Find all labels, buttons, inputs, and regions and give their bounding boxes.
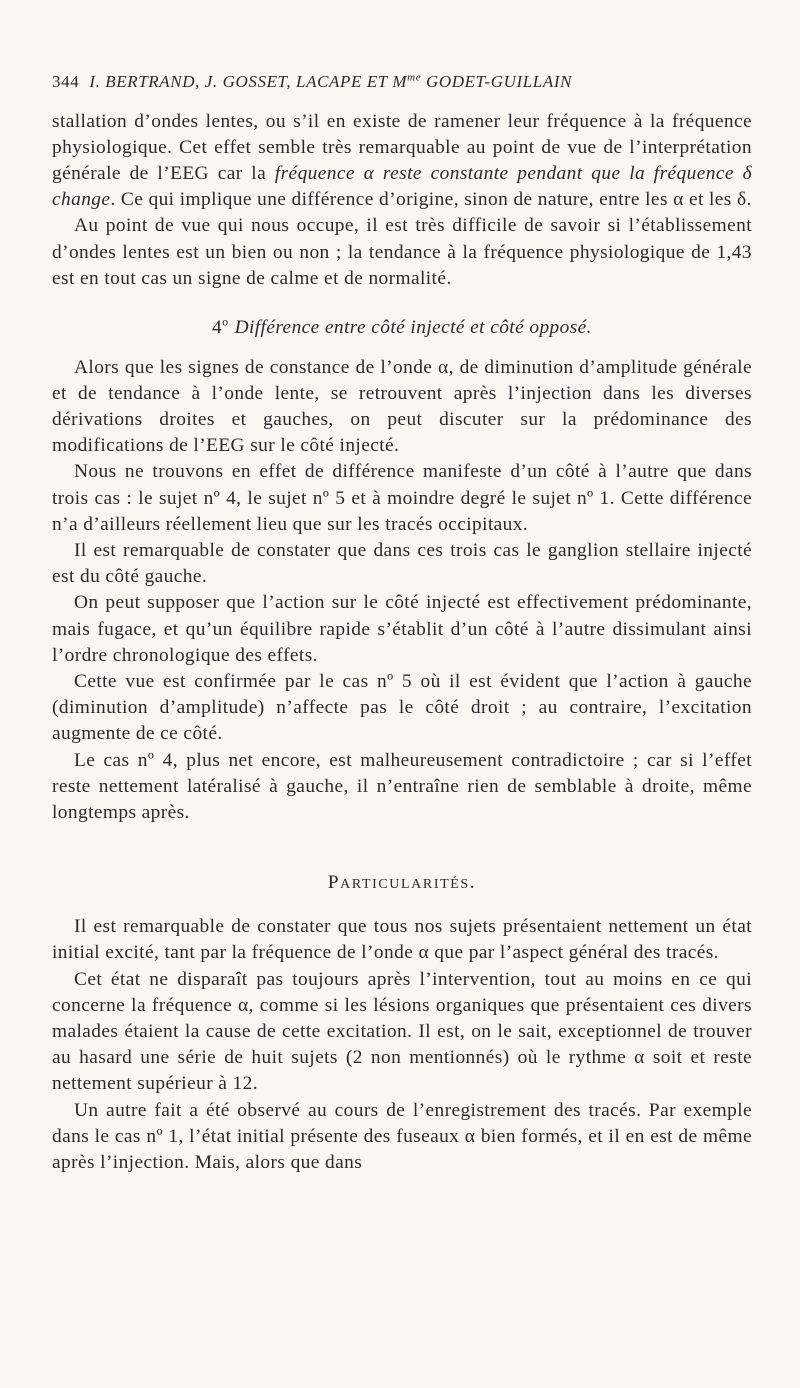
paragraph-text: . Ce qui implique une différence d’origine, sinon de nature, entre les α et les δ.	[110, 189, 752, 211]
section-number-sup: o	[222, 314, 229, 329]
section-number-value: 4	[212, 316, 223, 338]
paragraph: Nous ne trouvons en effet de différence manifeste d’un côté à l’autre que dans trois cas : le sujet nº 4, le sujet nº 5 et à moindre degré le sujet nº 1. Cette différence n’a d’ailleurs réellement lieu que sur les tracés occipitaux.	[52, 461, 752, 535]
page-number: 344	[52, 71, 80, 91]
header-authors-tail: GODET-GUILLAIN	[421, 71, 573, 91]
paragraph	[52, 109, 752, 214]
header-authors	[89, 72, 572, 91]
paragraph-text: stallation d’ondes lentes, ou s’il en existe de ramener leur fréquence à la fréquence physiologique. Cet effet semble très remarquable au point de vue de l’interprétation générale de l’EEG car la	[52, 110, 752, 185]
paragraph: Alors que les signes de constance de l’onde α, de diminution d’amplitude générale et de tendance à l’onde lente, se retrouvent après l’injection dans les diverses dérivations droites et gauches, on peut discuter sur la prédominance des modifications de l’EEG sur le côté injecté.	[52, 356, 752, 457]
running-header	[52, 66, 752, 93]
paragraph: Cet état ne disparaît pas toujours après l’intervention, tout au moins en ce qui concerne la fréquence α, comme si les lésions organiques que présentaient ces divers malades étaient la cause de cette excitation. Il est, on le sait, exceptionnel de trouver au hasard une série de huit sujets (2 non mentionnés) où le rythme α soit et reste nettement supérieur à 12.	[52, 968, 752, 1095]
section-title: Différence entre côté injecté et côté opposé.	[234, 316, 592, 338]
paragraph: Un autre fait a été observé au cours de l’enregistrement des tracés. Par exemple dans le cas nº 1, l’état initial présente des fuseaux α bien formés, et il en est de même après l’injection. Mais, alors que dans	[52, 1099, 752, 1174]
paragraph: Il est remarquable de constater que tous nos sujets présentaient nettement un état initial excité, tant par la fréquence de l’onde α que par l’aspect général des tracés.	[52, 916, 752, 964]
paragraph-emphasis: fréquence α reste constante pendant que la fréquence δ change	[52, 163, 752, 211]
section-heading	[52, 308, 752, 340]
header-authors-sup: me	[407, 71, 422, 83]
particularites-heading: Particularités.	[327, 872, 477, 894]
paragraph: Il est remarquable de constater que dans ces trois cas le ganglion stellaire injecté est du côté gauche.	[52, 539, 752, 588]
paragraph: Le cas nº 4, plus net encore, est malheureusement contradictoire ; car si l’effet reste nettement latéralisé à gauche, il n’entraîne rien de semblable à droite, même longtemps après.	[52, 749, 752, 823]
paragraph: Cette vue est confirmée par le cas nº 5 où il est évident que l’action à gauche (diminution d’amplitude) n’affecte pas le côté droit ; au contraire, l’excitation augmente de ce côté.	[52, 670, 752, 745]
paragraph: On peut supposer que l’action sur le côté injecté est effectivement prédominante, mais fugace, et qu’un équilibre rapide s’établit d’un côté à l’autre dissimulant ainsi l’ordre chronologique des effets.	[52, 592, 752, 666]
header-authors-main: I. BERTRAND, J. GOSSET, LACAPE ET M	[89, 71, 408, 91]
section-number	[212, 314, 229, 338]
paragraph: Au point de vue qui nous occupe, il est très difficile de savoir si l’établissement d’ondes lentes est un bien ou non ; la tendance à la fréquence physiologique de 1,43 est en tout cas un signe de calme et de normalité.	[52, 215, 752, 289]
